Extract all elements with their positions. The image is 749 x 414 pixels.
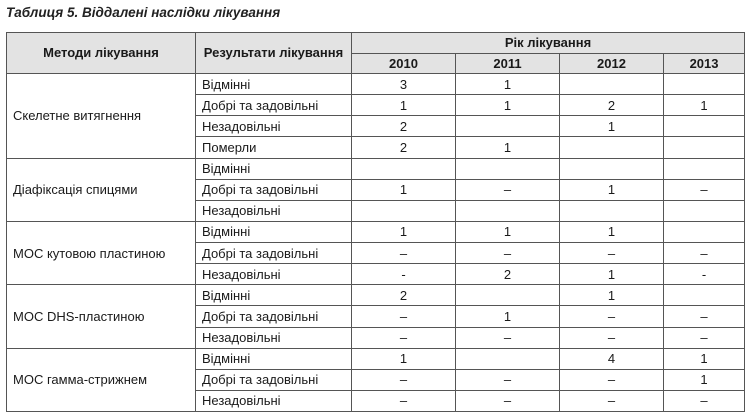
value-cell: 3 [352, 74, 456, 95]
value-cell: 1 [456, 137, 560, 158]
value-cell: – [352, 306, 456, 327]
value-cell: 1 [560, 221, 664, 242]
value-cell [560, 137, 664, 158]
result-cell: Незадовільні [196, 264, 352, 285]
value-cell: - [664, 264, 745, 285]
header-year: 2013 [664, 54, 745, 74]
value-cell: 1 [352, 221, 456, 242]
result-cell: Незадовільні [196, 327, 352, 348]
value-cell: 1 [352, 179, 456, 200]
result-cell: Відмінні [196, 74, 352, 95]
header-year: 2011 [456, 54, 560, 74]
result-cell: Відмінні [196, 221, 352, 242]
value-cell: – [560, 243, 664, 264]
value-cell [456, 116, 560, 137]
result-cell: Добрі та задовільні [196, 369, 352, 390]
header-year: 2012 [560, 54, 664, 74]
table-row [7, 221, 745, 242]
value-cell: 1 [560, 285, 664, 306]
value-cell: 1 [456, 306, 560, 327]
value-cell [456, 200, 560, 221]
value-cell: – [560, 390, 664, 411]
value-cell: 1 [560, 264, 664, 285]
value-cell: 4 [560, 348, 664, 369]
value-cell [664, 285, 745, 306]
header-result: Результати лікування [196, 33, 352, 74]
result-cell: Добрі та задовільні [196, 95, 352, 116]
result-cell: Добрі та задовільні [196, 179, 352, 200]
value-cell: – [352, 243, 456, 264]
value-cell: – [560, 306, 664, 327]
header-year-group: Рік лікування [352, 33, 745, 54]
value-cell: 1 [456, 221, 560, 242]
value-cell [352, 158, 456, 179]
value-cell: – [664, 327, 745, 348]
value-cell: – [560, 369, 664, 390]
value-cell: – [456, 179, 560, 200]
result-cell: Відмінні [196, 158, 352, 179]
result-cell: Відмінні [196, 285, 352, 306]
table-header [7, 33, 745, 74]
value-cell: – [352, 327, 456, 348]
value-cell: 1 [456, 74, 560, 95]
value-cell: 2 [352, 285, 456, 306]
result-cell: Померли [196, 137, 352, 158]
value-cell: – [456, 327, 560, 348]
value-cell: 2 [456, 264, 560, 285]
value-cell: 1 [352, 348, 456, 369]
value-cell [560, 200, 664, 221]
value-cell [664, 158, 745, 179]
value-cell [456, 285, 560, 306]
value-cell: – [352, 369, 456, 390]
value-cell: 1 [560, 179, 664, 200]
result-cell: Незадовільні [196, 390, 352, 411]
value-cell: – [664, 306, 745, 327]
value-cell: 1 [456, 95, 560, 116]
value-cell: 2 [352, 116, 456, 137]
value-cell: – [352, 390, 456, 411]
result-cell: Добрі та задовільні [196, 243, 352, 264]
method-cell: МОС DHS-пластиною [7, 285, 196, 348]
value-cell [352, 200, 456, 221]
result-cell: Незадовільні [196, 200, 352, 221]
table-body [7, 74, 745, 412]
value-cell: – [456, 243, 560, 264]
result-cell: Незадовільні [196, 116, 352, 137]
value-cell: – [560, 327, 664, 348]
value-cell [456, 158, 560, 179]
method-cell: Скелетне витягнення [7, 74, 196, 159]
value-cell: 1 [664, 369, 745, 390]
value-cell [664, 116, 745, 137]
value-cell: 1 [664, 95, 745, 116]
table-caption: Таблиця 5. Віддалені наслідки лікування [6, 5, 281, 20]
value-cell: – [664, 390, 745, 411]
value-cell: 1 [560, 116, 664, 137]
value-cell [456, 348, 560, 369]
header-year: 2010 [352, 54, 456, 74]
value-cell [664, 137, 745, 158]
method-cell: МОС кутовою пластиною [7, 221, 196, 284]
value-cell: – [456, 390, 560, 411]
value-cell: 2 [560, 95, 664, 116]
value-cell [664, 221, 745, 242]
result-cell: Відмінні [196, 348, 352, 369]
value-cell: – [456, 369, 560, 390]
value-cell [664, 200, 745, 221]
value-cell [560, 158, 664, 179]
value-cell: 1 [352, 95, 456, 116]
method-cell: МОС гамма-стрижнем [7, 348, 196, 411]
table-row [7, 285, 745, 306]
results-table [6, 32, 745, 412]
method-cell: Діафіксація спицями [7, 158, 196, 221]
value-cell: – [664, 179, 745, 200]
value-cell [664, 74, 745, 95]
table-row [7, 158, 745, 179]
header-method: Методи лікування [7, 33, 196, 74]
value-cell: 1 [664, 348, 745, 369]
table-row [7, 74, 745, 95]
result-cell: Добрі та задовільні [196, 306, 352, 327]
value-cell: - [352, 264, 456, 285]
value-cell [560, 74, 664, 95]
value-cell: – [664, 243, 745, 264]
value-cell: 2 [352, 137, 456, 158]
table-row [7, 348, 745, 369]
